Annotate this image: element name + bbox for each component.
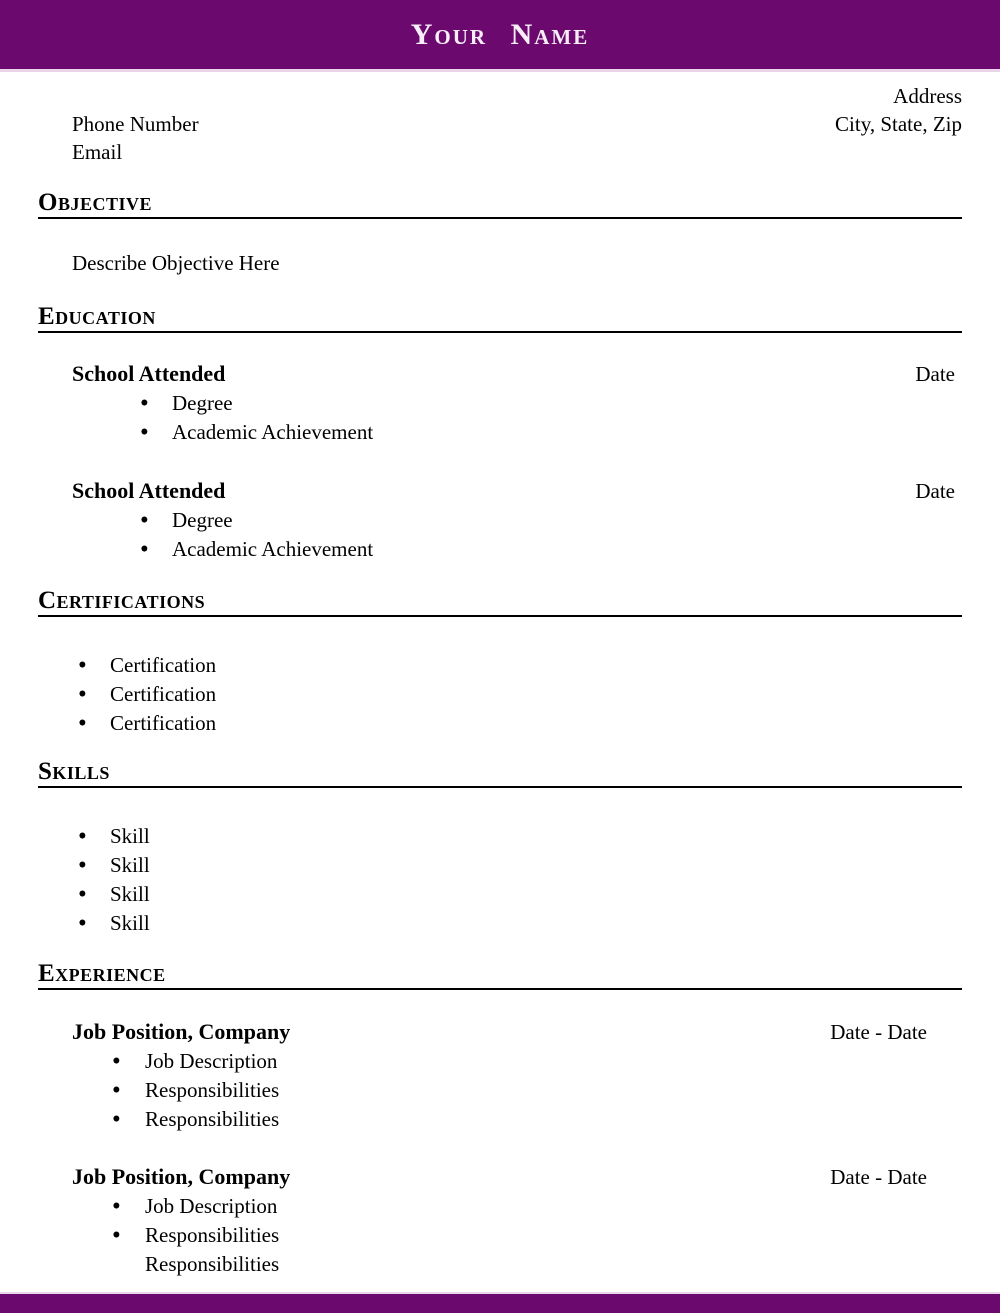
school-name: School Attended (72, 361, 226, 386)
job-description-label: Job Description (145, 1194, 278, 1218)
responsibility-label: Responsibilities (145, 1223, 280, 1247)
objective-description: Describe Objective Here (72, 251, 280, 275)
contact-row (38, 82, 962, 110)
contact-row (38, 138, 962, 166)
list-item (140, 389, 1000, 418)
page-title: Your Name (410, 17, 590, 51)
contact-address: Address (893, 84, 962, 108)
education-bullet-list (0, 389, 1000, 447)
skill-label: Skill (110, 911, 150, 935)
section-experience (0, 961, 1000, 1278)
section-education (0, 304, 1000, 564)
section-skills (0, 759, 1000, 938)
bullet-icon: • (140, 536, 149, 563)
bullet-icon: • (78, 852, 87, 879)
list-item (112, 1105, 1000, 1134)
section-title-education: Education (38, 304, 962, 333)
section-title-skills: Skills (38, 759, 962, 788)
list-item (78, 909, 1000, 938)
responsibility-label: Responsibilities (145, 1078, 280, 1102)
bullet-icon: • (78, 910, 87, 937)
responsibility-label: Responsibilities (145, 1252, 280, 1276)
bullet-icon: • (112, 1106, 121, 1133)
list-item (112, 1221, 1000, 1250)
contact-spacer (38, 82, 72, 110)
certifications-list (0, 651, 1000, 738)
contact-email: Email (72, 140, 123, 164)
bullet-icon: • (78, 652, 87, 679)
bullet-icon: • (78, 823, 87, 850)
degree-label: Degree (172, 391, 233, 415)
header-bar (0, 0, 1000, 72)
experience-bullet-list (0, 1192, 1000, 1278)
skill-label: Skill (110, 853, 150, 877)
bullet-icon: • (112, 1048, 121, 1075)
section-certifications (0, 588, 1000, 738)
section-title-experience: Experience (38, 961, 962, 990)
section-title-objective: Objective (38, 190, 962, 219)
job-position: Job Position, Company (72, 1019, 291, 1044)
skill-label: Skill (110, 882, 150, 906)
bullet-icon: • (112, 1077, 121, 1104)
skill-label: Skill (110, 824, 150, 848)
education-entry-header (72, 359, 955, 389)
job-description-label: Job Description (145, 1049, 278, 1073)
education-entry-header (72, 476, 955, 506)
experience-entry (0, 1017, 1000, 1134)
list-item (112, 1076, 1000, 1105)
experience-date-range: Date - Date (830, 1165, 927, 1189)
list-item (78, 822, 1000, 851)
skills-list (0, 822, 1000, 938)
experience-entry-header (72, 1017, 927, 1047)
list-item (140, 506, 1000, 535)
experience-bullet-list (0, 1047, 1000, 1134)
bullet-icon: • (140, 419, 149, 446)
experience-entry-header (72, 1162, 927, 1192)
contact-row (38, 110, 962, 138)
list-item (78, 709, 1000, 738)
list-item (112, 1192, 1000, 1221)
list-item (140, 535, 1000, 564)
list-item (78, 851, 1000, 880)
list-item (78, 880, 1000, 909)
certification-label: Certification (110, 653, 217, 677)
experience-entry (0, 1162, 1000, 1278)
achievement-label: Academic Achievement (172, 537, 374, 561)
section-objective (0, 190, 1000, 277)
bullet-icon: • (140, 390, 149, 417)
footer-bar (0, 1292, 1000, 1313)
education-entry (0, 359, 1000, 447)
list-item (78, 680, 1000, 709)
education-entry (0, 476, 1000, 564)
responsibility-label: Responsibilities (145, 1107, 280, 1131)
school-name: School Attended (72, 478, 226, 503)
certification-label: Certification (110, 682, 217, 706)
degree-label: Degree (172, 508, 233, 532)
bullet-icon: • (78, 681, 87, 708)
certification-label: Certification (110, 711, 217, 735)
bullet-icon: • (140, 507, 149, 534)
list-item (140, 418, 1000, 447)
job-position: Job Position, Company (72, 1164, 291, 1189)
list-item (78, 651, 1000, 680)
list-item (112, 1047, 1000, 1076)
contact-block (38, 82, 962, 166)
section-title-certifications: Certifications (38, 588, 962, 617)
contact-city-state-zip: City, State, Zip (835, 112, 962, 136)
bullet-icon: • (112, 1193, 121, 1220)
achievement-label: Academic Achievement (172, 420, 374, 444)
education-date: Date (915, 479, 955, 503)
bullet-icon: • (78, 881, 87, 908)
bullet-icon: • (112, 1222, 121, 1249)
bullet-icon: • (78, 710, 87, 737)
contact-phone: Phone Number (72, 112, 199, 136)
education-bullet-list (0, 506, 1000, 564)
education-date: Date (915, 362, 955, 386)
experience-date-range: Date - Date (830, 1020, 927, 1044)
